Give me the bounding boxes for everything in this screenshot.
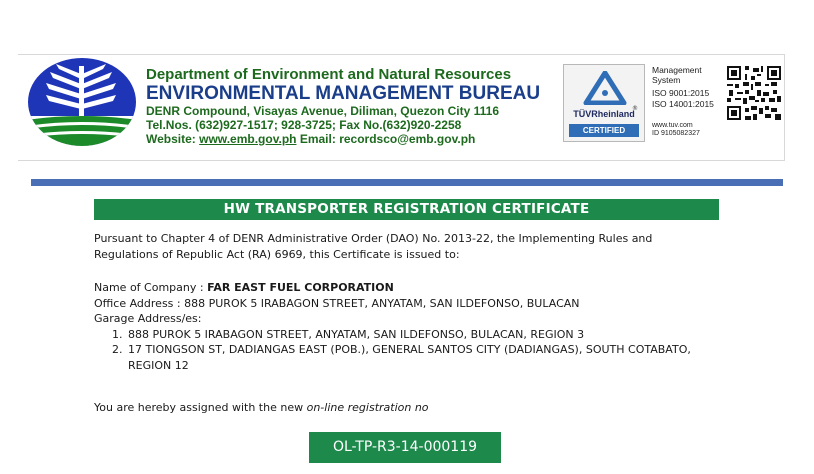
assignment-sentence xyxy=(94,400,429,416)
office-row xyxy=(94,296,691,312)
certificate-title: HW TRANSPORTER REGISTRATION CERTIFICATE xyxy=(94,199,719,220)
list-item xyxy=(126,327,691,343)
system-label-1: Management xyxy=(652,65,702,75)
website-email-line xyxy=(146,132,540,146)
qr-code-icon xyxy=(727,66,781,120)
certified-badge: CERTIFIED xyxy=(569,124,639,137)
assign-text: You are hereby assigned with the new xyxy=(94,401,304,414)
list-item xyxy=(126,342,691,373)
company-name: FAR EAST FUEL CORPORATION xyxy=(207,281,394,294)
garage-address-list xyxy=(94,327,691,374)
email-label: Email: xyxy=(299,132,336,146)
intro-line-2: Regulations of Republic Act (RA) 6969, this Certificate is issued to: xyxy=(94,247,460,261)
tuv-triangle-icon xyxy=(583,71,627,105)
office-label: Office Address : xyxy=(94,296,181,310)
company-details xyxy=(94,280,691,373)
intro-paragraph xyxy=(94,231,652,262)
telephone-line: Tel.Nos. (632)927-1517; 928-3725; Fax No.(632)920-2258 xyxy=(146,118,462,132)
assign-italic: on-line registration no xyxy=(306,401,429,414)
letterhead-text xyxy=(146,66,540,146)
website-link[interactable]: www.emb.gov.ph xyxy=(199,132,297,146)
garage-label: Garage Address/es: xyxy=(94,312,202,325)
office-address-line: DENR Compound, Visayas Avenue, Diliman, Quezon City 1116 xyxy=(146,104,499,118)
intro-line-1: Pursuant to Chapter 4 of DENR Administrative Order (DAO) No. 2013-22, the Implementing Rules and xyxy=(94,232,653,245)
denr-emb-logo xyxy=(26,56,138,148)
iso-14001: ISO 14001:2015 xyxy=(652,98,714,109)
registration-number: OL-TP-R3-14-000119 xyxy=(309,432,501,463)
header-divider-bar xyxy=(31,179,783,186)
tuv-website: www.tuv.com xyxy=(652,122,693,129)
garage-address-1-line-1: 888 PUROK 5 IRABAGON STREET, ANYATAM, SAN ILDEFONSO, BULACAN, REGION 3 xyxy=(128,327,585,341)
garage-address-2-line-1: 17 TIONGSON ST, DADIANGAS EAST (POB.), GENERAL SANTOS CITY (DADIANGAS), SOUTH COTABATO, xyxy=(128,343,691,356)
department-name: Department of Environment and Natural Resources xyxy=(146,66,512,83)
company-row xyxy=(94,280,691,296)
tuv-id: ID 9105082327 xyxy=(652,130,700,137)
office-address: 888 PUROK 5 IRABAGON STREET, ANYATAM, SAN ILDEFONSO, BULACAN xyxy=(184,296,580,310)
company-label: Name of Company : xyxy=(94,281,204,294)
email-address[interactable]: recordsco@emb.gov.ph xyxy=(339,132,476,146)
garage-address-2-line-2: REGION 12 xyxy=(128,358,189,372)
bureau-name: ENVIRONMENTAL MANAGEMENT BUREAU xyxy=(146,83,541,104)
system-label-2: System xyxy=(652,74,681,85)
iso-9001: ISO 9001:2015 xyxy=(652,88,710,98)
tuv-certification-badge xyxy=(563,64,645,142)
website-label: Website: xyxy=(146,132,196,146)
registered-mark: ® xyxy=(632,105,638,112)
tuv-brand: TÜVRheinland xyxy=(573,109,635,119)
